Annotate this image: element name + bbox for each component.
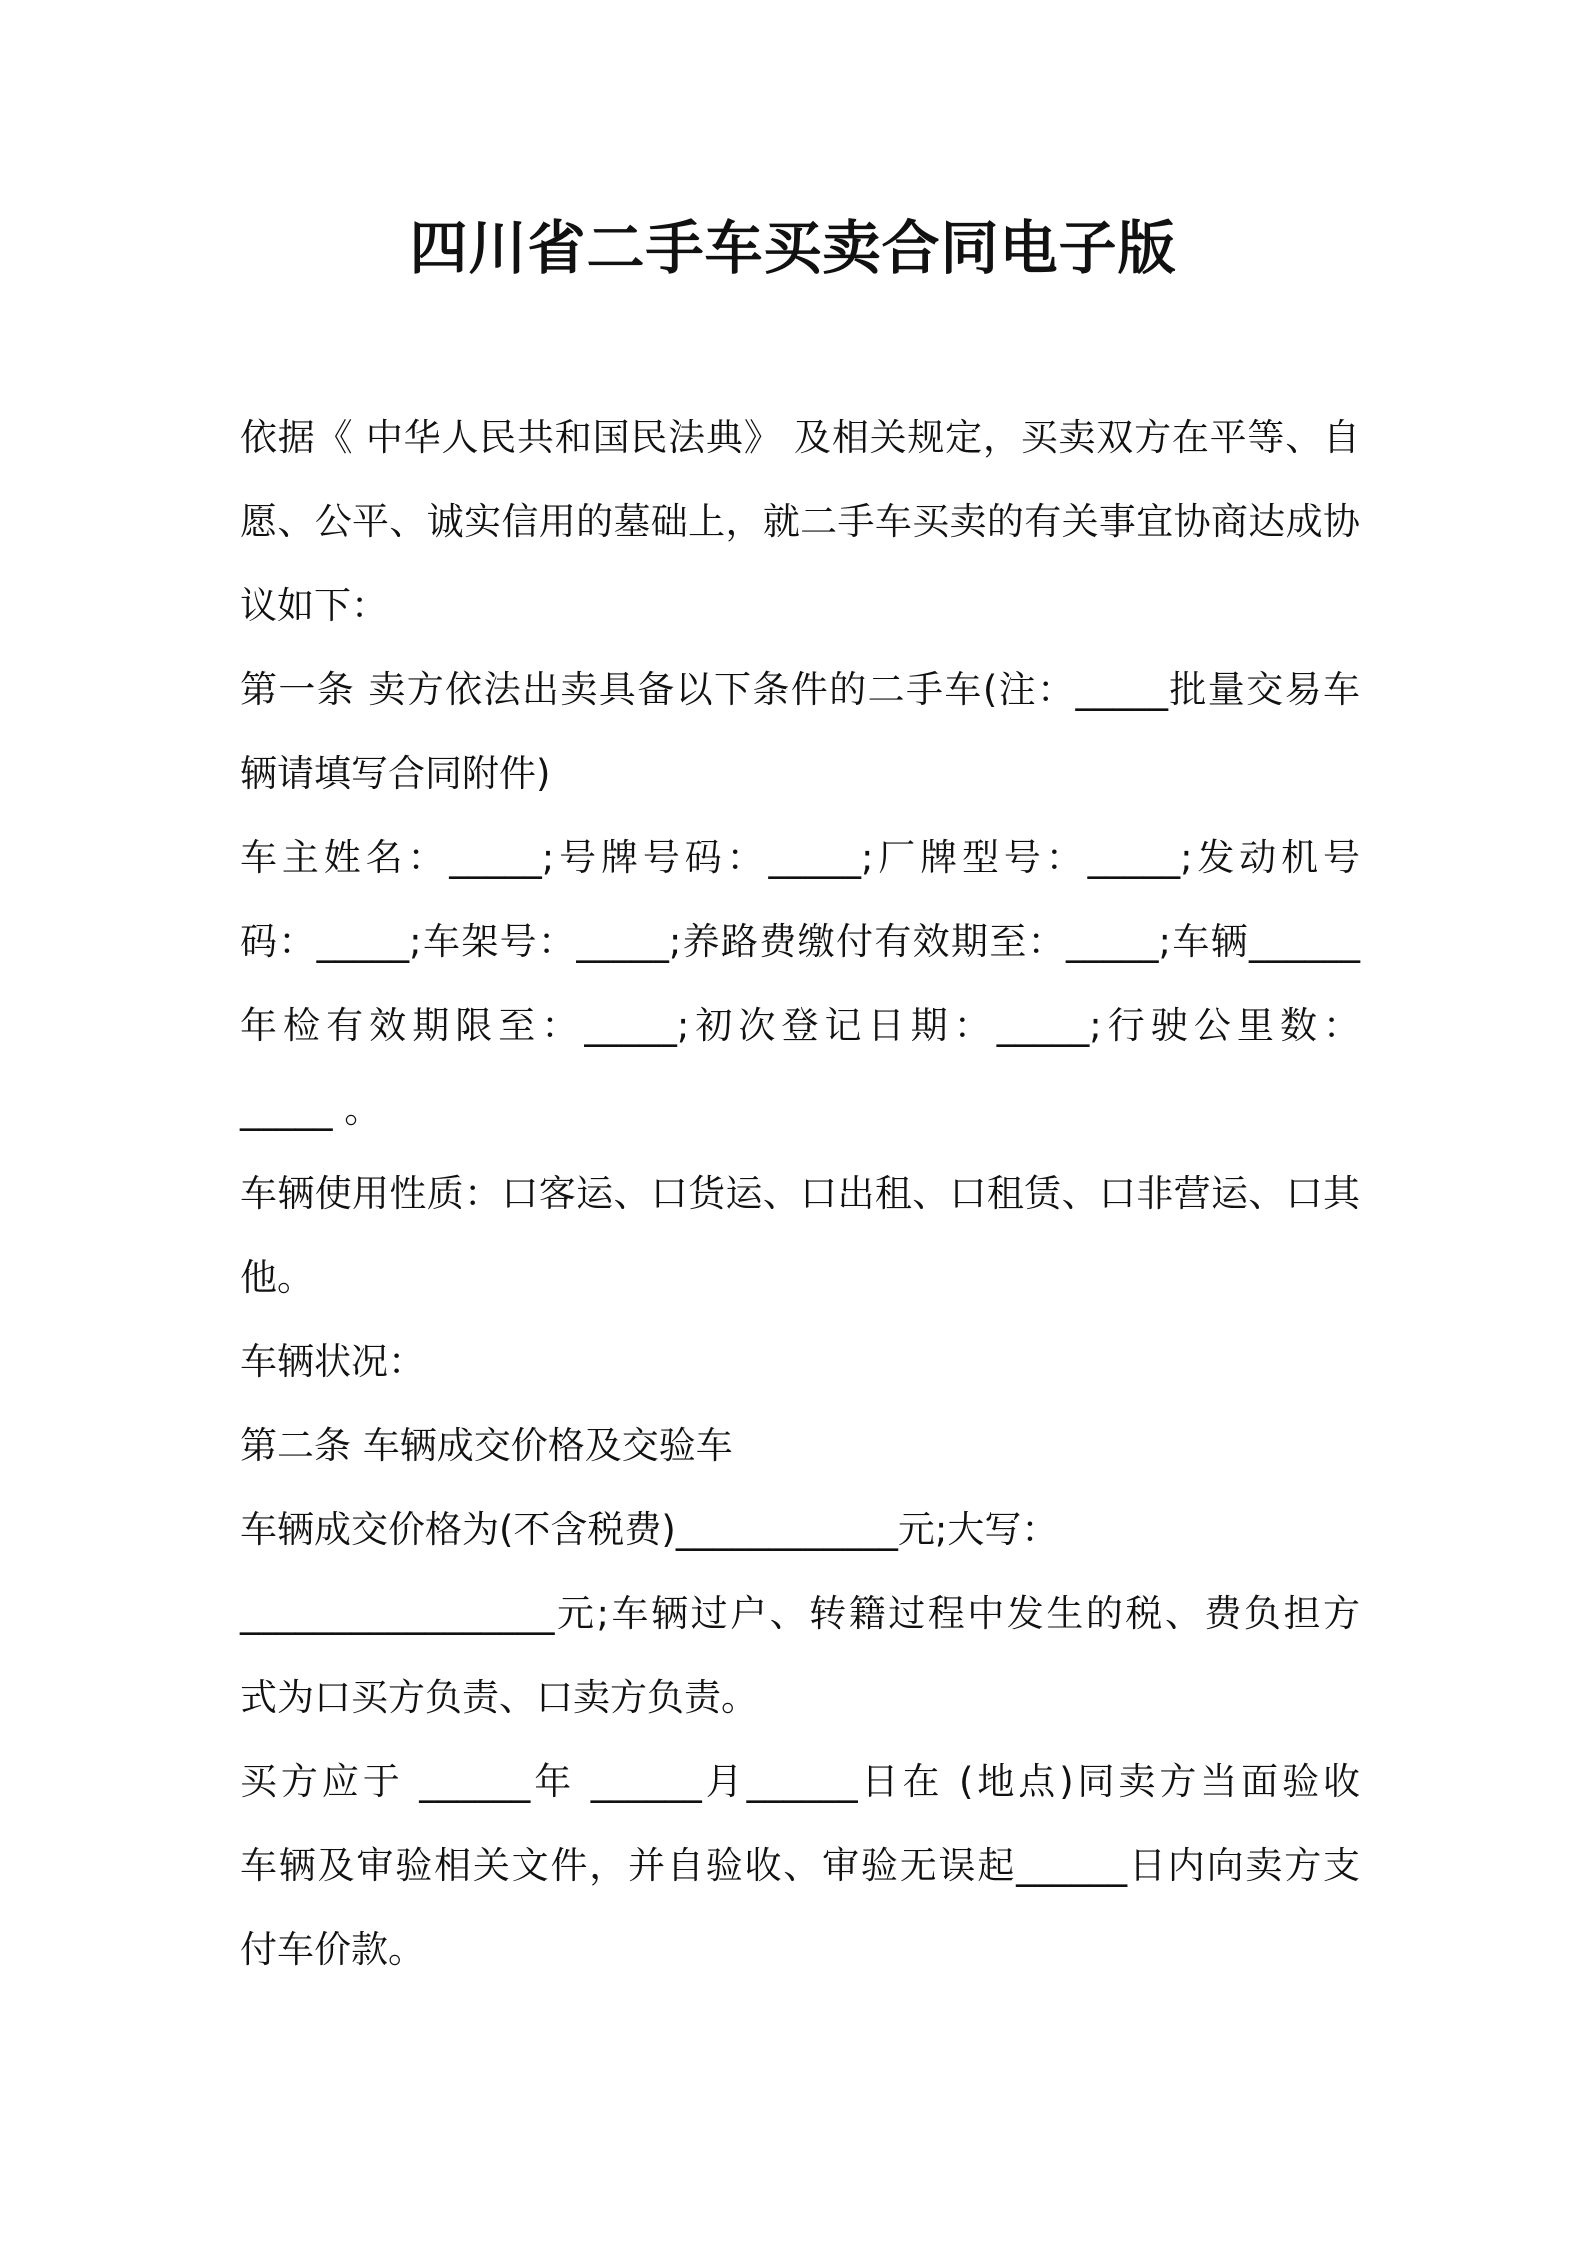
text-line: 他。 bbox=[240, 1256, 314, 1299]
text-line: 依据《 中华人民共和国民法典》 及相关规定，买卖双方在平等、自 bbox=[240, 416, 1360, 459]
article-1-heading-line: 第一条 卖方依法出卖具备以下条件的二手车(注：_____批量交易车 bbox=[240, 668, 1360, 711]
text-line: 车主姓名：_____;号牌号码：_____;厂牌型号：_____;发动机号 bbox=[240, 836, 1360, 879]
inspection-date-line: 买方应于 ______年 ______月______日在 (地点)同卖方当面验收 bbox=[240, 1760, 1360, 1803]
vehicle-condition-line: 车辆状况： bbox=[240, 1340, 425, 1383]
text-line: 码：_____;车架号：_____;养路费缴付有效期至：_____;车辆______ bbox=[240, 920, 1360, 963]
text-line: 议如下： bbox=[240, 584, 388, 627]
text-line: _____ 。 bbox=[240, 1088, 382, 1131]
text-line: 式为口买方负责、口卖方负责。 bbox=[240, 1676, 758, 1719]
text-line: 车辆及审验相关文件，并自验收、审验无误起______日内向卖方支 bbox=[240, 1844, 1360, 1887]
text-line: 年检有效期限至：_____;初次登记日期：_____;行驶公里数： bbox=[240, 1004, 1360, 1047]
price-line: 车辆成交价格为(不含税费)____________元;大写： bbox=[240, 1508, 1059, 1551]
text-line: 辆请填写合同附件) bbox=[240, 752, 551, 795]
article-2-heading-line: 第二条 车辆成交价格及交验车 bbox=[240, 1424, 733, 1467]
vehicle-usage-line: 车辆使用性质：口客运、口货运、口出租、口租赁、口非营运、口其 bbox=[240, 1172, 1360, 1215]
contract-body bbox=[240, 396, 1360, 1992]
document-title: 四川省二手车买卖合同电子版 bbox=[409, 214, 1177, 282]
text-line: _________________元;车辆过户、转籍过程中发生的税、费负担方 bbox=[240, 1592, 1360, 1635]
text-line: 付车价款。 bbox=[240, 1928, 425, 1971]
text-line: 愿、公平、诚实信用的墓础上，就二手车买卖的有关事宜协商达成协 bbox=[240, 500, 1360, 543]
